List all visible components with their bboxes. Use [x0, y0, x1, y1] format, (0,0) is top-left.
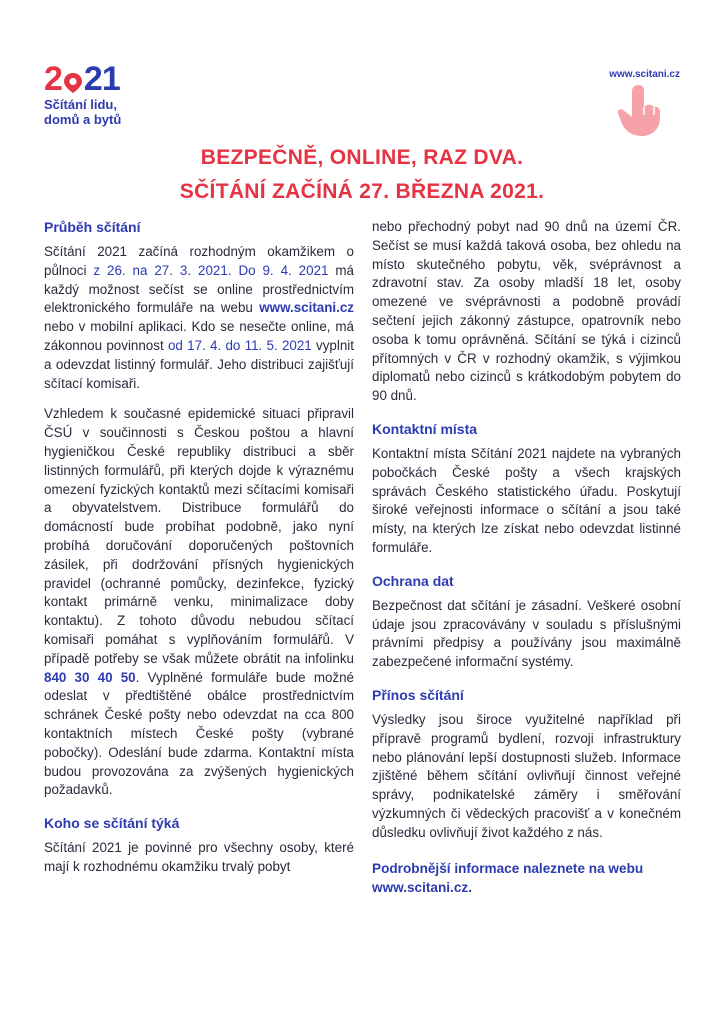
- headline: [0, 141, 724, 209]
- logo-text: [44, 97, 144, 127]
- koho-paragraph-left: Sčítání 2021 je povinné pro všechny osoby, které mají k rozhodnému okamžiku trvalý pobyt: [44, 840, 354, 874]
- left-column: [44, 218, 354, 877]
- kontakt-paragraph: Kontaktní místa Sčítání 2021 najdete na vybraných pobočkách České pošty a všech krajských správách Českého statistického úřadu. Poskytují široké veřejnosti informace o sčítání a jsou také místy, na kterých lze získat nebo odevzdat listinné formuláře.: [372, 445, 681, 555]
- more-info-line1: Podrobnější informace naleznete na webu: [372, 860, 644, 876]
- headline-line2: SČÍTÁNÍ ZAČÍNÁ 27. BŘEZNA 2021.: [179, 180, 545, 203]
- pointing-hand-icon: [612, 82, 668, 138]
- website-link-inline[interactable]: www.scitani.cz: [259, 300, 354, 316]
- census-logo: [44, 60, 144, 127]
- prubeh-p2-text-1: Vzhledem k současné epidemické situaci připravil ČSÚ v součinnosti s Českou poštou a hlavní hygieničkou České republiky distribuci a sběr listinných formulářů, při kterých dojde k výraznému omezení fyzických kontaktů mezi sčítacími komisaři a obyvatelstvem. Distribuce formulářů do domácností bude probíhat podobně, jako nyní probíhá doručování doporučených poštovních zásilek, při dodržování přísných hygienických pravidel (ochranné pomůcky, dezinfekce, fyzický kontakt primárně venku, minimalizace doby kontaktu). Z tohoto důvodu nebudou sčítací komisaři pomáhat s vyplňováním formulářů. V případě potřeby se však můžete obrátit na infolinku: [44, 406, 354, 666]
- section-title-prinos: Přínos sčítání: [372, 686, 464, 703]
- ochrana-paragraph: Bezpečnost dat sčítání je zásadní. Veškeré osobní údaje jsou zpracovávány v souladu s příslušnými právními předpisy a používány jsou maximálně zabezpečené informační systémy.: [372, 597, 681, 670]
- prubeh-paragraph-2: [44, 405, 354, 800]
- prubeh-p1-text-4: vyplnit a odevzdat listinný formulář. Jeho distribuci zajišťují sčítací komisaři.: [44, 337, 354, 391]
- koho-paragraph-right: nebo přechodný pobyt nad 90 dnů na území ČR. Sečíst se musí každá taková osoba, bez ohledu na místo skutečného pobytu, věk, svéprávnost a zdravotní stav. Za osoby mladší 18 let, osoby omezené ve svéprávnosti a podobně provádí sečtení jejich zákonný zástupce, opatrovník nebo osoba k tomu oprávněná. Sčítání se týká i cizinců přítomných v ČR v rozhodný okamžik, s výjimkou diplomatů nebo cizinců s krátkodobým pobytem do 90 dnů.: [372, 219, 681, 404]
- location-pin-icon: [63, 72, 83, 94]
- more-info: [372, 859, 681, 897]
- headline-line1: BEZPEČNĚ, ONLINE, RAZ DVA.: [200, 146, 524, 169]
- prubeh-p2-text-2: . Vyplněné formuláře bude možné odeslat v předtištěné obálce prostřednictvím schránek České pošty nebo odevzdat na cca 800 kontaktních místech České pošty (vybrané pobočky). Odeslání bude zdarma. Kontaktní místa budou provozována za zvýšených hygienických požadavků.: [44, 669, 355, 798]
- hotline-number[interactable]: 840 30 40 50: [44, 669, 136, 685]
- logo-year-digit-2: 2: [44, 60, 62, 98]
- prubeh-p1-text-1: Sčítání 2021 začíná rozhodným okamžikem o půlnoci: [44, 244, 354, 278]
- more-info-link[interactable]: www.scitani.cz.: [372, 879, 472, 895]
- prubeh-paragraph-1: [44, 243, 354, 393]
- prinos-paragraph: Výsledky jsou široce využitelné například při přípravě programů bydlení, rozvoji infrastruktury nebo plánování lepší dostupnosti služeb. Informace zjištěné během sčítání ovlivňují činnost veřejné správy, podnikatelské záměry i směřování výzkumných či vědeckých pracovišť a v konečném důsledku ovlivňují život každého z nás.: [372, 711, 681, 840]
- logo-text-line2: domů a bytů: [44, 112, 122, 127]
- logo-year: [44, 60, 144, 98]
- logo-text-line1: Sčítání lidu,: [44, 97, 117, 112]
- right-column: [372, 218, 681, 897]
- section-title-koho: Koho se sčítání týká: [44, 815, 180, 832]
- website-link-top[interactable]: www.scitani.cz: [609, 69, 680, 80]
- section-title-prubeh: Průběh sčítání: [44, 219, 141, 235]
- logo-year-digits-21: 21: [83, 60, 120, 98]
- date-range-paper: od 17. 4. do 11. 5. 2021: [167, 337, 312, 353]
- prubeh-p1-text-3: nebo v mobilní aplikaci. Kdo se nesečte online, má zákonnou povinnost: [44, 319, 354, 353]
- prubeh-p1-text-2: má každý možnost sečíst se online prostřednictvím elektronického formuláře na webu: [44, 262, 354, 316]
- section-title-ochrana: Ochrana dat: [372, 572, 454, 589]
- date-range-start: z 26. na 27. 3. 2021. Do 9. 4. 2021: [93, 262, 329, 278]
- section-title-kontakt: Kontaktní místa: [372, 420, 478, 437]
